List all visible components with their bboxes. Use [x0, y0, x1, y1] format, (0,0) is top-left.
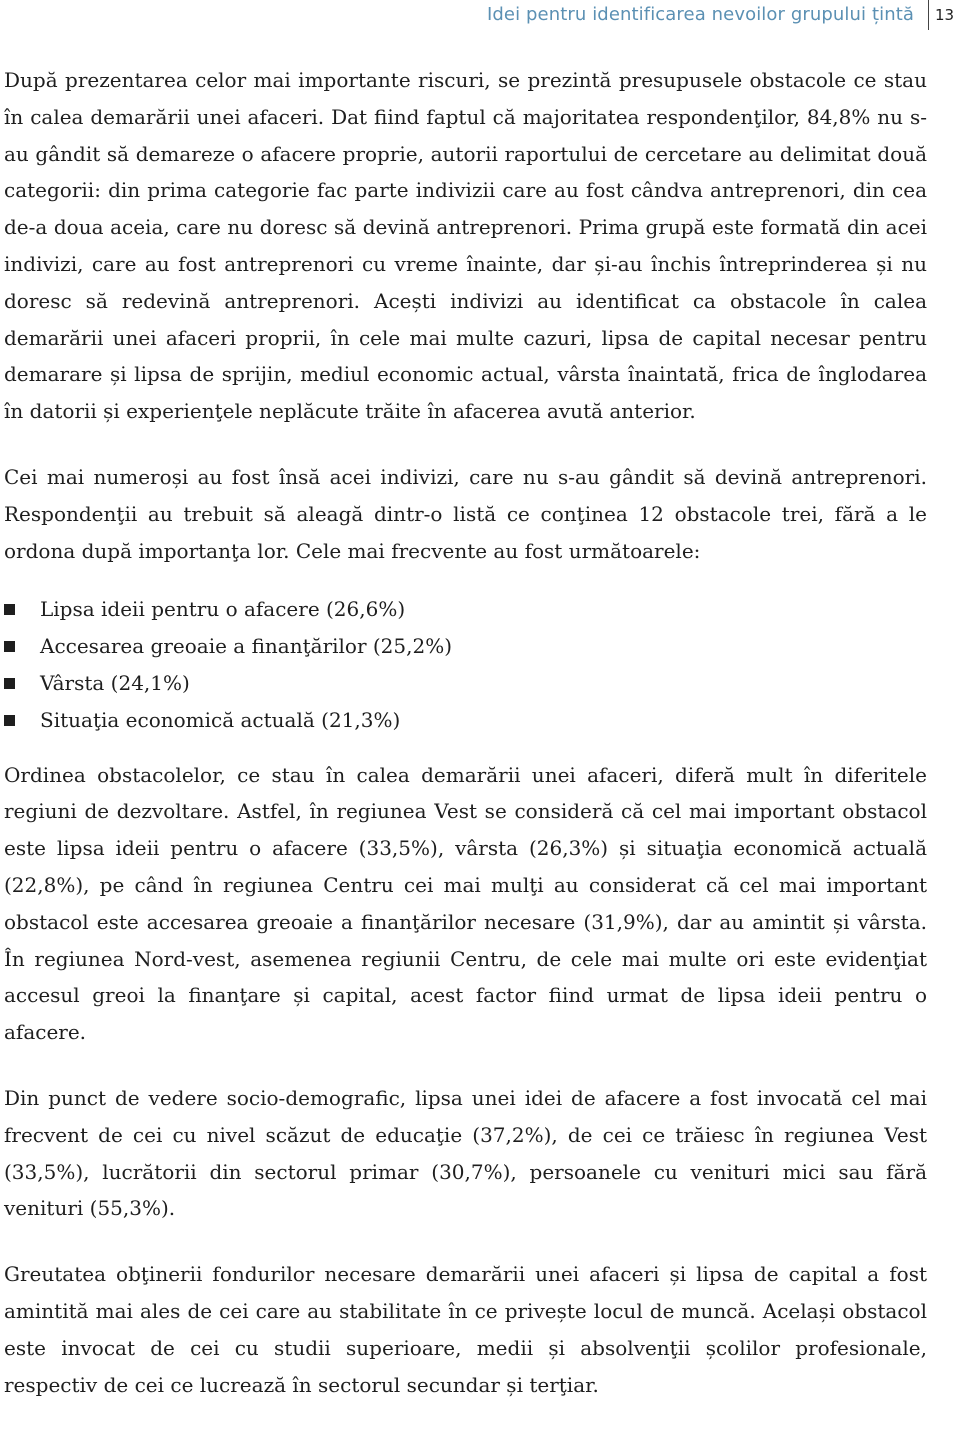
list-item: [4, 591, 927, 628]
paragraph-funding-difficulty: Greutatea obţinerii fondurilor necesare demarării unei afaceri și lipsa de capital a fost amintită mai ales de cei care au stabilitate în ce privește locul de muncă. Același obstacol este invocat de cei cu studii superioare, medii și absolvenţii școlilor profesionale, respectiv de cei ce lucrează în sectorul secundar și terţiar.: [4, 1262, 927, 1397]
list-item-text: Accesarea greoaie a finanţărilor (25,2%): [40, 634, 453, 659]
obstacles-list: [4, 591, 927, 738]
square-bullet-icon: [4, 678, 15, 689]
list-item: [4, 702, 927, 739]
list-item-text: Lipsa ideii pentru o afacere (26,6%): [40, 597, 406, 622]
square-bullet-icon: [4, 715, 15, 726]
list-item-text: Vârsta (24,1%): [40, 670, 190, 695]
square-bullet-icon: [4, 641, 15, 652]
paragraph-obstacles-intro: După prezentarea celor mai importante riscuri, se prezintă presupusele obstacole ce stau în calea demarării unei afaceri. Dat fiind faptul că majoritatea respondenţilor, 84,8% nu s-au gândit să demareze o afacere proprie, autorii raportului de cercetare au delimitat două categorii: din prima categorie fac parte indivizii care au fost cândva antreprenori, din cea de-a doua aceia, care nu doresc să devină antreprenori. Prima grupă este formată din acei indivizi, care au fost antreprenori cu vreme înainte, dar și-au închis întreprinderea și nu doresc să redevină antreprenori. Acești indivizi au identificat ca obstacole în calea demarării unei afaceri proprii, în cele mai multe cazuri, lipsa de capital necesar pentru demarare și lipsa de sprijin, mediul economic actual, vârsta înaintată, frica de înglodarea în datorii și experienţele neplăcute trăite în afacerea avută anterior.: [4, 68, 927, 424]
paragraph-non-entrepreneurs: Cei mai numeroși au fost însă acei indivizi, care nu s-au gândit să devină antreprenori. Respondenţii au trebuit să aleagă dintr-o listă ce conţinea 12 obstacole trei, fără a le ordona după importanţa lor. Cele mai frecvente au fost următoarele:: [4, 464, 927, 563]
page-body: [4, 62, 927, 1432]
page-number: 13: [935, 6, 955, 24]
paragraph-socio-demographic: Din punct de vedere socio-demografic, lipsa unei idei de afacere a fost invocată cel mai frecvent de cei cu nivel scăzut de educaţie (37,2%), de cei ce trăiesc în regiunea Vest (33,5%), lucrătorii din sectorul primar (30,7%), persoanele cu venituri mici sau fără venituri (55,3%).: [4, 1085, 927, 1221]
list-item-text: Situaţia economică actuală (21,3%): [40, 707, 401, 732]
paragraph-regional-differences: Ordinea obstacolelor, ce stau în calea demarării unei afaceri, diferă mult în diferitele regiuni de dezvoltare. Astfel, în regiunea Vest se consideră că cel mai important obstacol este lipsa ideii pentru o afacere (33,5%), vârsta (26,3%) și situaţia economică actuală (22,8%), pe când în regiunea Centru cei mai mulţi au considerat că cel mai important obstacol este accesarea greoaie a finanţărilor necesare (31,9%), dar au amintit și vârsta. În regiunea Nord-vest, asemenea regiunii Centru, de cele mai multe ori este evidenţiat accesul greoi la finanţare și capital, acest factor fiind urmat de lipsa ideii pentru o afacere.: [4, 762, 927, 1045]
header-divider: [928, 0, 929, 30]
list-item: [4, 665, 927, 702]
list-item: [4, 628, 927, 665]
square-bullet-icon: [4, 604, 15, 615]
running-title: Idei pentru identificarea nevoilor grupului țintă: [486, 4, 914, 25]
